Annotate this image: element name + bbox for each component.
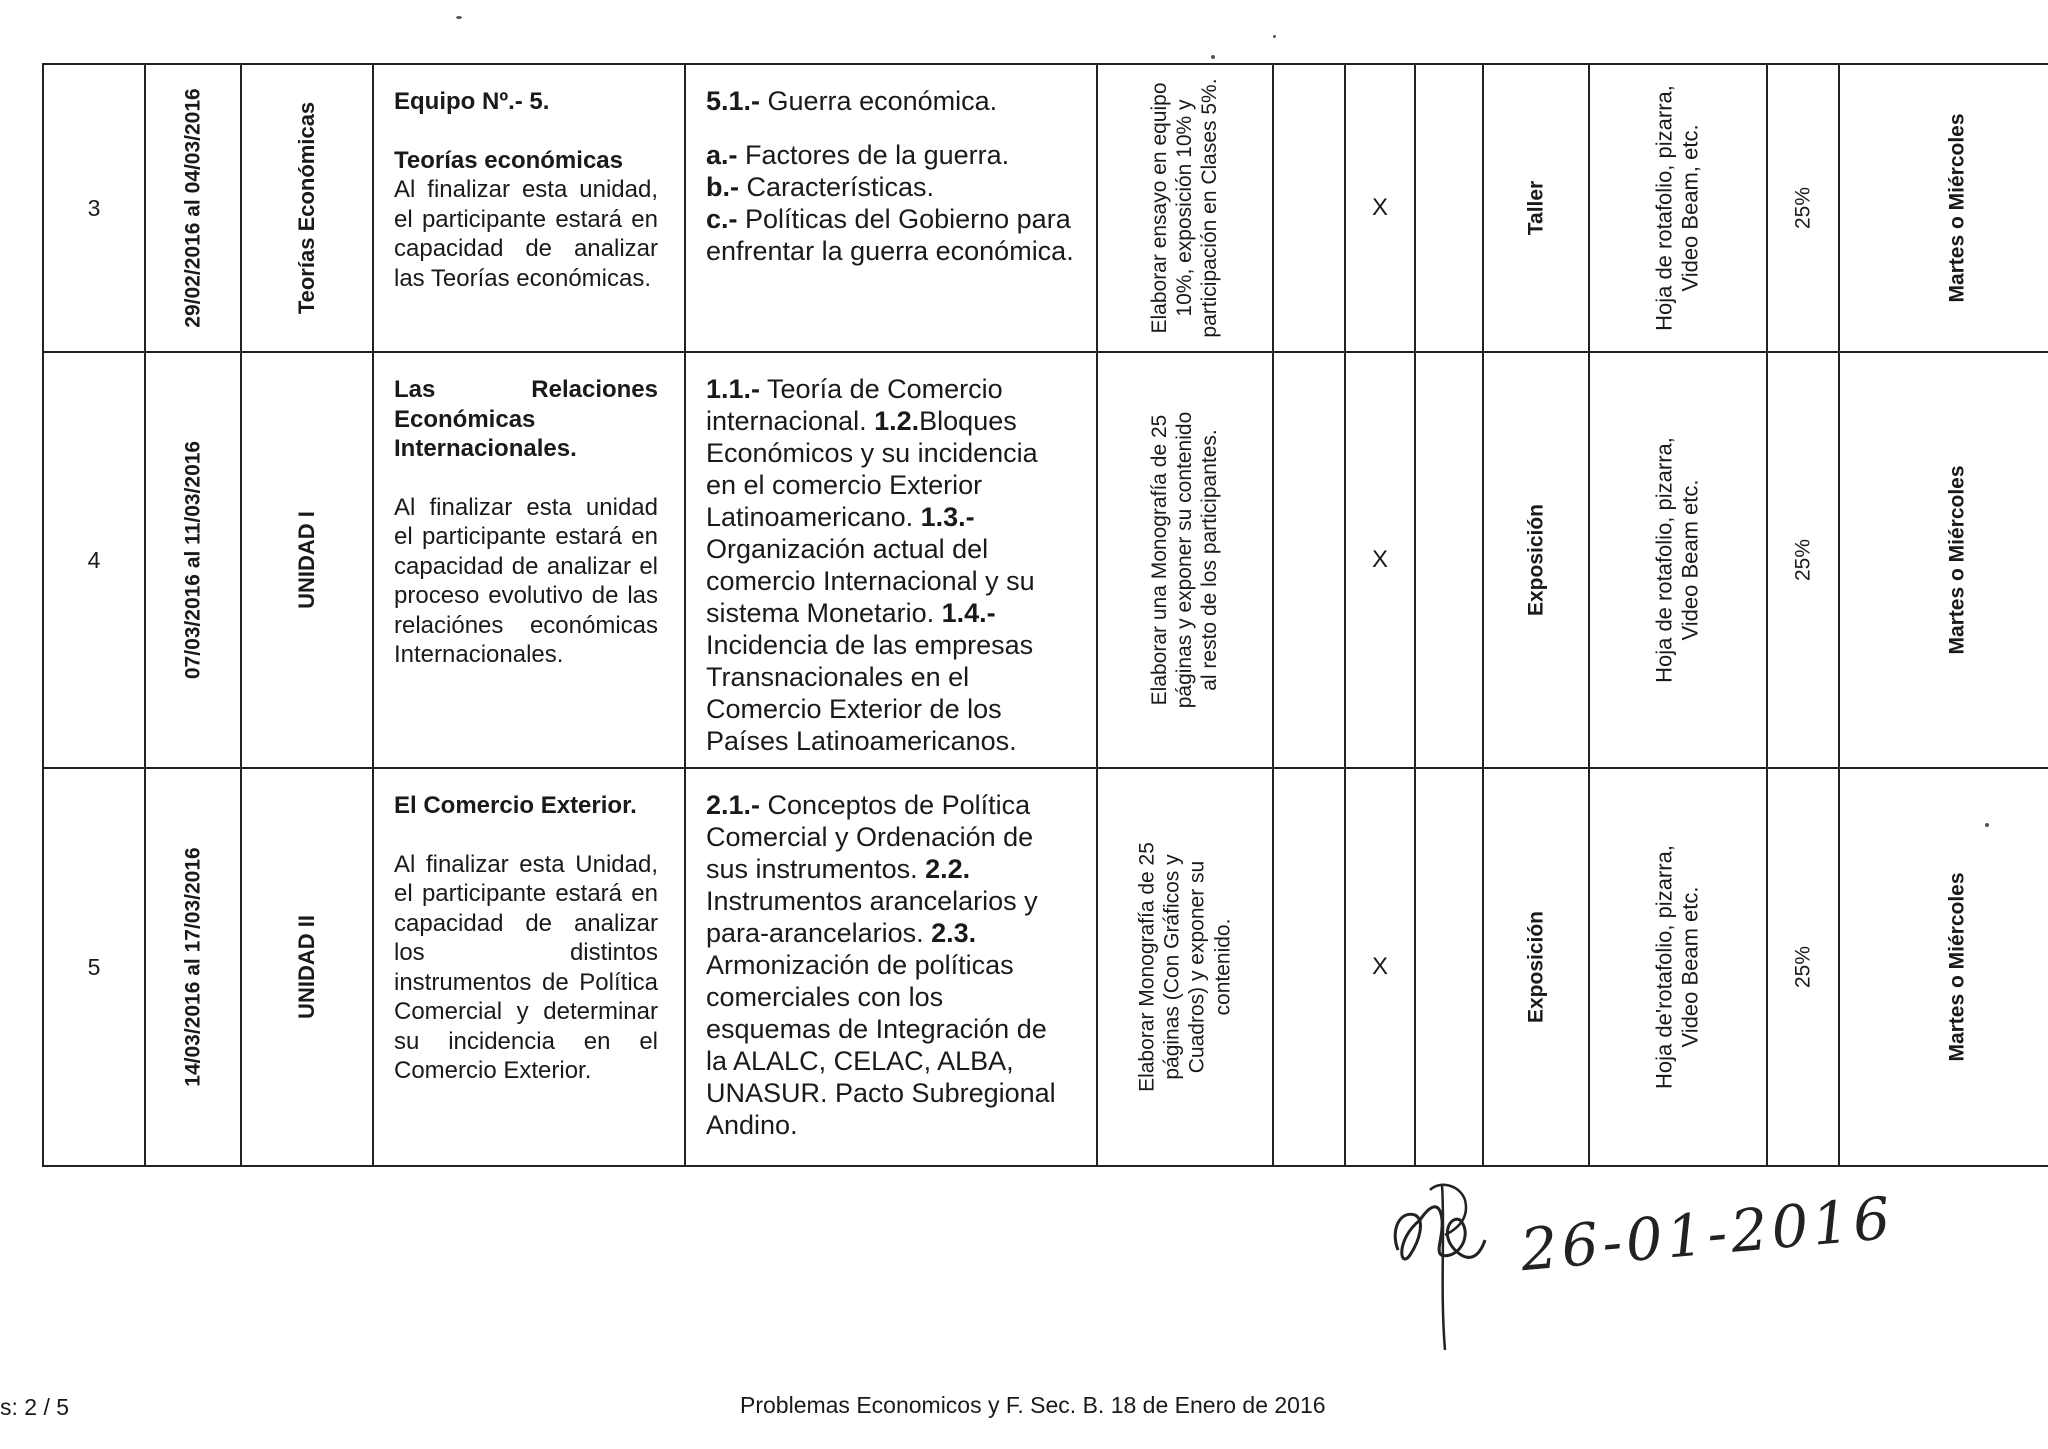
content-item-text: Conceptos de Política Comercial y Ordenación de sus instrumentos. (706, 790, 1034, 884)
content-item-text: Factores de la guerra. (737, 140, 1010, 170)
resources-text: Hoja de rotafolio, pizarra, Video Beam etc. (1651, 437, 1703, 683)
content-item-number: 5.1.- (706, 86, 761, 116)
content-item-number: 1.4.- (941, 598, 996, 628)
objective-text: Al finalizar esta unidad, el participante estará en capacidad de analizar las Teorías económicas. (394, 176, 658, 292)
empty-cell (1415, 352, 1483, 768)
days-label: Martes o Miércoles (1945, 872, 1969, 1062)
handwritten-signature (1370, 1160, 1510, 1360)
resources-cell (1589, 64, 1767, 352)
content-item (706, 171, 1074, 203)
objective-subtitle: Teorías económicas (394, 146, 623, 174)
objective-title: El Comercio Exterior. (394, 792, 637, 819)
strategy-cell (1483, 768, 1589, 1166)
row-number-text: 4 (87, 546, 101, 573)
date-range-cell (145, 64, 241, 352)
days-cell (1839, 64, 2048, 352)
weight-cell (1767, 64, 1839, 352)
empty-cell (1415, 768, 1483, 1166)
unit-cell (241, 352, 373, 768)
content-cell (685, 64, 1097, 352)
content-cell (685, 768, 1097, 1166)
resources-cell (1589, 768, 1767, 1166)
content-item-text: Guerra económica. (760, 86, 998, 116)
content-item-text: Incidencia de las empresas Transnacionales en el Comercio Exterior de los Países Latinoamericanos. (706, 630, 1034, 756)
resources-text: Hoja de rotafolio, pizarra, Video Beam, etc. (1651, 85, 1703, 331)
content-item (706, 918, 1056, 1140)
content-item-text: Instrumentos arancelarios y para-arancelarios. (706, 886, 1038, 948)
content-item-number: 1.2. (874, 406, 920, 436)
weight-value: 25% (1791, 186, 1815, 230)
content-item-number: b.- (706, 172, 739, 202)
content-item-text: Organización actual del comercio Internacional y su sistema Monetario. (706, 534, 1035, 628)
strategy-cell (1483, 352, 1589, 768)
content-list (686, 769, 1096, 1151)
row-number (43, 64, 145, 352)
unit-label: UNIDAD II (293, 915, 319, 1019)
objective-cell (373, 64, 685, 352)
check-mark: X (1371, 194, 1388, 221)
content-item (706, 117, 1074, 139)
activity-cell (1097, 352, 1273, 768)
days-label: Martes o Miércoles (1945, 113, 1969, 303)
mark-cell (1345, 768, 1415, 1166)
days-label: Martes o Miércoles (1945, 465, 1969, 655)
activity-cell (1097, 64, 1273, 352)
page-number: s: 2 / 5 (0, 1394, 70, 1420)
objective-text: Al finalizar esta unidad el participante estará en capacidad de analizar el proceso evolutivo de las relaciónes económicas Internacionales. (394, 493, 658, 668)
content-item-text: Características. (739, 172, 935, 202)
content-list (686, 65, 1096, 277)
content-item-number: c.- (706, 204, 738, 234)
objective-title: Equipo Nº.- 5. (394, 88, 550, 115)
plan-table (42, 63, 2048, 1167)
content-item-number: 1.1.- (706, 374, 761, 404)
strategy-label: Exposición (1524, 910, 1548, 1024)
date-range: 14/03/2016 al 17/03/2016 (181, 847, 205, 1087)
unit-cell (241, 768, 373, 1166)
row-number-text: 3 (87, 194, 101, 221)
empty-cell (1273, 64, 1345, 352)
resources-text: Hoja de'rotafolio, pizarra, Video Beam etc. (1651, 845, 1703, 1089)
content-item-number: 2.2. (925, 854, 971, 884)
date-range-cell (145, 352, 241, 768)
weight-value: 25% (1791, 538, 1815, 582)
scan-speck (456, 16, 462, 19)
strategy-label: Taller (1524, 180, 1548, 236)
empty-cell (1273, 768, 1345, 1166)
unit-label: UNIDAD I (293, 511, 319, 609)
mark-cell (1345, 64, 1415, 352)
content-item-text: Bloques Económicos y su incidencia en el comercio Exterior Latinoamericano. (706, 406, 1038, 532)
content-item (706, 790, 1033, 884)
scan-speck (1985, 823, 1989, 827)
content-item-text: Políticas del Gobierno para enfrentar la guerra económica. (706, 204, 1074, 266)
days-cell (1839, 352, 2048, 768)
footer-text: Problemas Economicos y F. Sec. B. 18 de Enero de 2016 (740, 1392, 1326, 1418)
days-cell (1839, 768, 2048, 1166)
scan-speck (1211, 55, 1215, 59)
content-item-number: 1.3.- (920, 502, 975, 532)
unit-cell (241, 64, 373, 352)
objective-cell (373, 768, 685, 1166)
scan-speck (1273, 35, 1276, 38)
mark-cell (1345, 352, 1415, 768)
check-mark: X (1371, 953, 1388, 980)
check-mark: X (1371, 546, 1388, 573)
signature-date: 26-01-2016 (1517, 1183, 1897, 1285)
activity-text: Elaborar una Monografía de 25 páginas y exponer su contenido al resto de los participantes. (1148, 411, 1222, 709)
content-item-text: Teoría de Comercio internacional. (706, 374, 1003, 436)
table-row (43, 64, 2048, 352)
content-cell (685, 352, 1097, 768)
weight-cell (1767, 352, 1839, 768)
weight-value: 25% (1791, 945, 1815, 989)
content-item-text: Armonización de políticas comerciales con los esquemas de Integración de la ALALC, CELAC, ALBA, UNASUR. Pacto Subregional Andino. (706, 950, 1056, 1140)
content-item (706, 85, 1074, 117)
resources-cell (1589, 352, 1767, 768)
weight-cell (1767, 768, 1839, 1166)
activity-text: Elaborar Monografía de 25 páginas (Con Gráficos y Cuadros) y exponer su contenido. (1135, 842, 1235, 1092)
activity-text: Elaborar ensayo en equipo 10%, exposición 10% y participación en Clases 5%. (1148, 78, 1222, 338)
content-item-number: 2.3. (931, 918, 977, 948)
empty-cell (1415, 64, 1483, 352)
date-range: 07/03/2016 al 11/03/2016 (181, 440, 205, 680)
content-item (706, 139, 1074, 171)
content-item-number: 2.1.- (706, 790, 761, 820)
table-row (43, 352, 2048, 768)
empty-cell (1273, 352, 1345, 768)
activity-cell (1097, 768, 1273, 1166)
date-range-cell (145, 768, 241, 1166)
table-row (43, 768, 2048, 1166)
objective-title: Las Relaciones Económicas Internacionales. (394, 376, 658, 462)
row-number-text: 5 (87, 953, 101, 980)
strategy-label: Exposición (1524, 503, 1548, 617)
strategy-cell (1483, 64, 1589, 352)
date-range: 29/02/2016 al 04/03/2016 (181, 88, 205, 328)
content-item-number: a.- (706, 140, 738, 170)
content-item (706, 203, 1074, 267)
row-number (43, 768, 145, 1166)
plan-table-body (43, 64, 2048, 1166)
row-number (43, 352, 145, 768)
content-list (686, 353, 1096, 767)
objective-text: Al finalizar esta Unidad, el participante estará en capacidad de analizar los distintos instrumentos de Política Comercial y determinar su incidencia en el Comercio Exterior. (394, 850, 658, 1084)
unit-label: Teorías Económicas (293, 101, 319, 315)
objective-cell (373, 352, 685, 768)
